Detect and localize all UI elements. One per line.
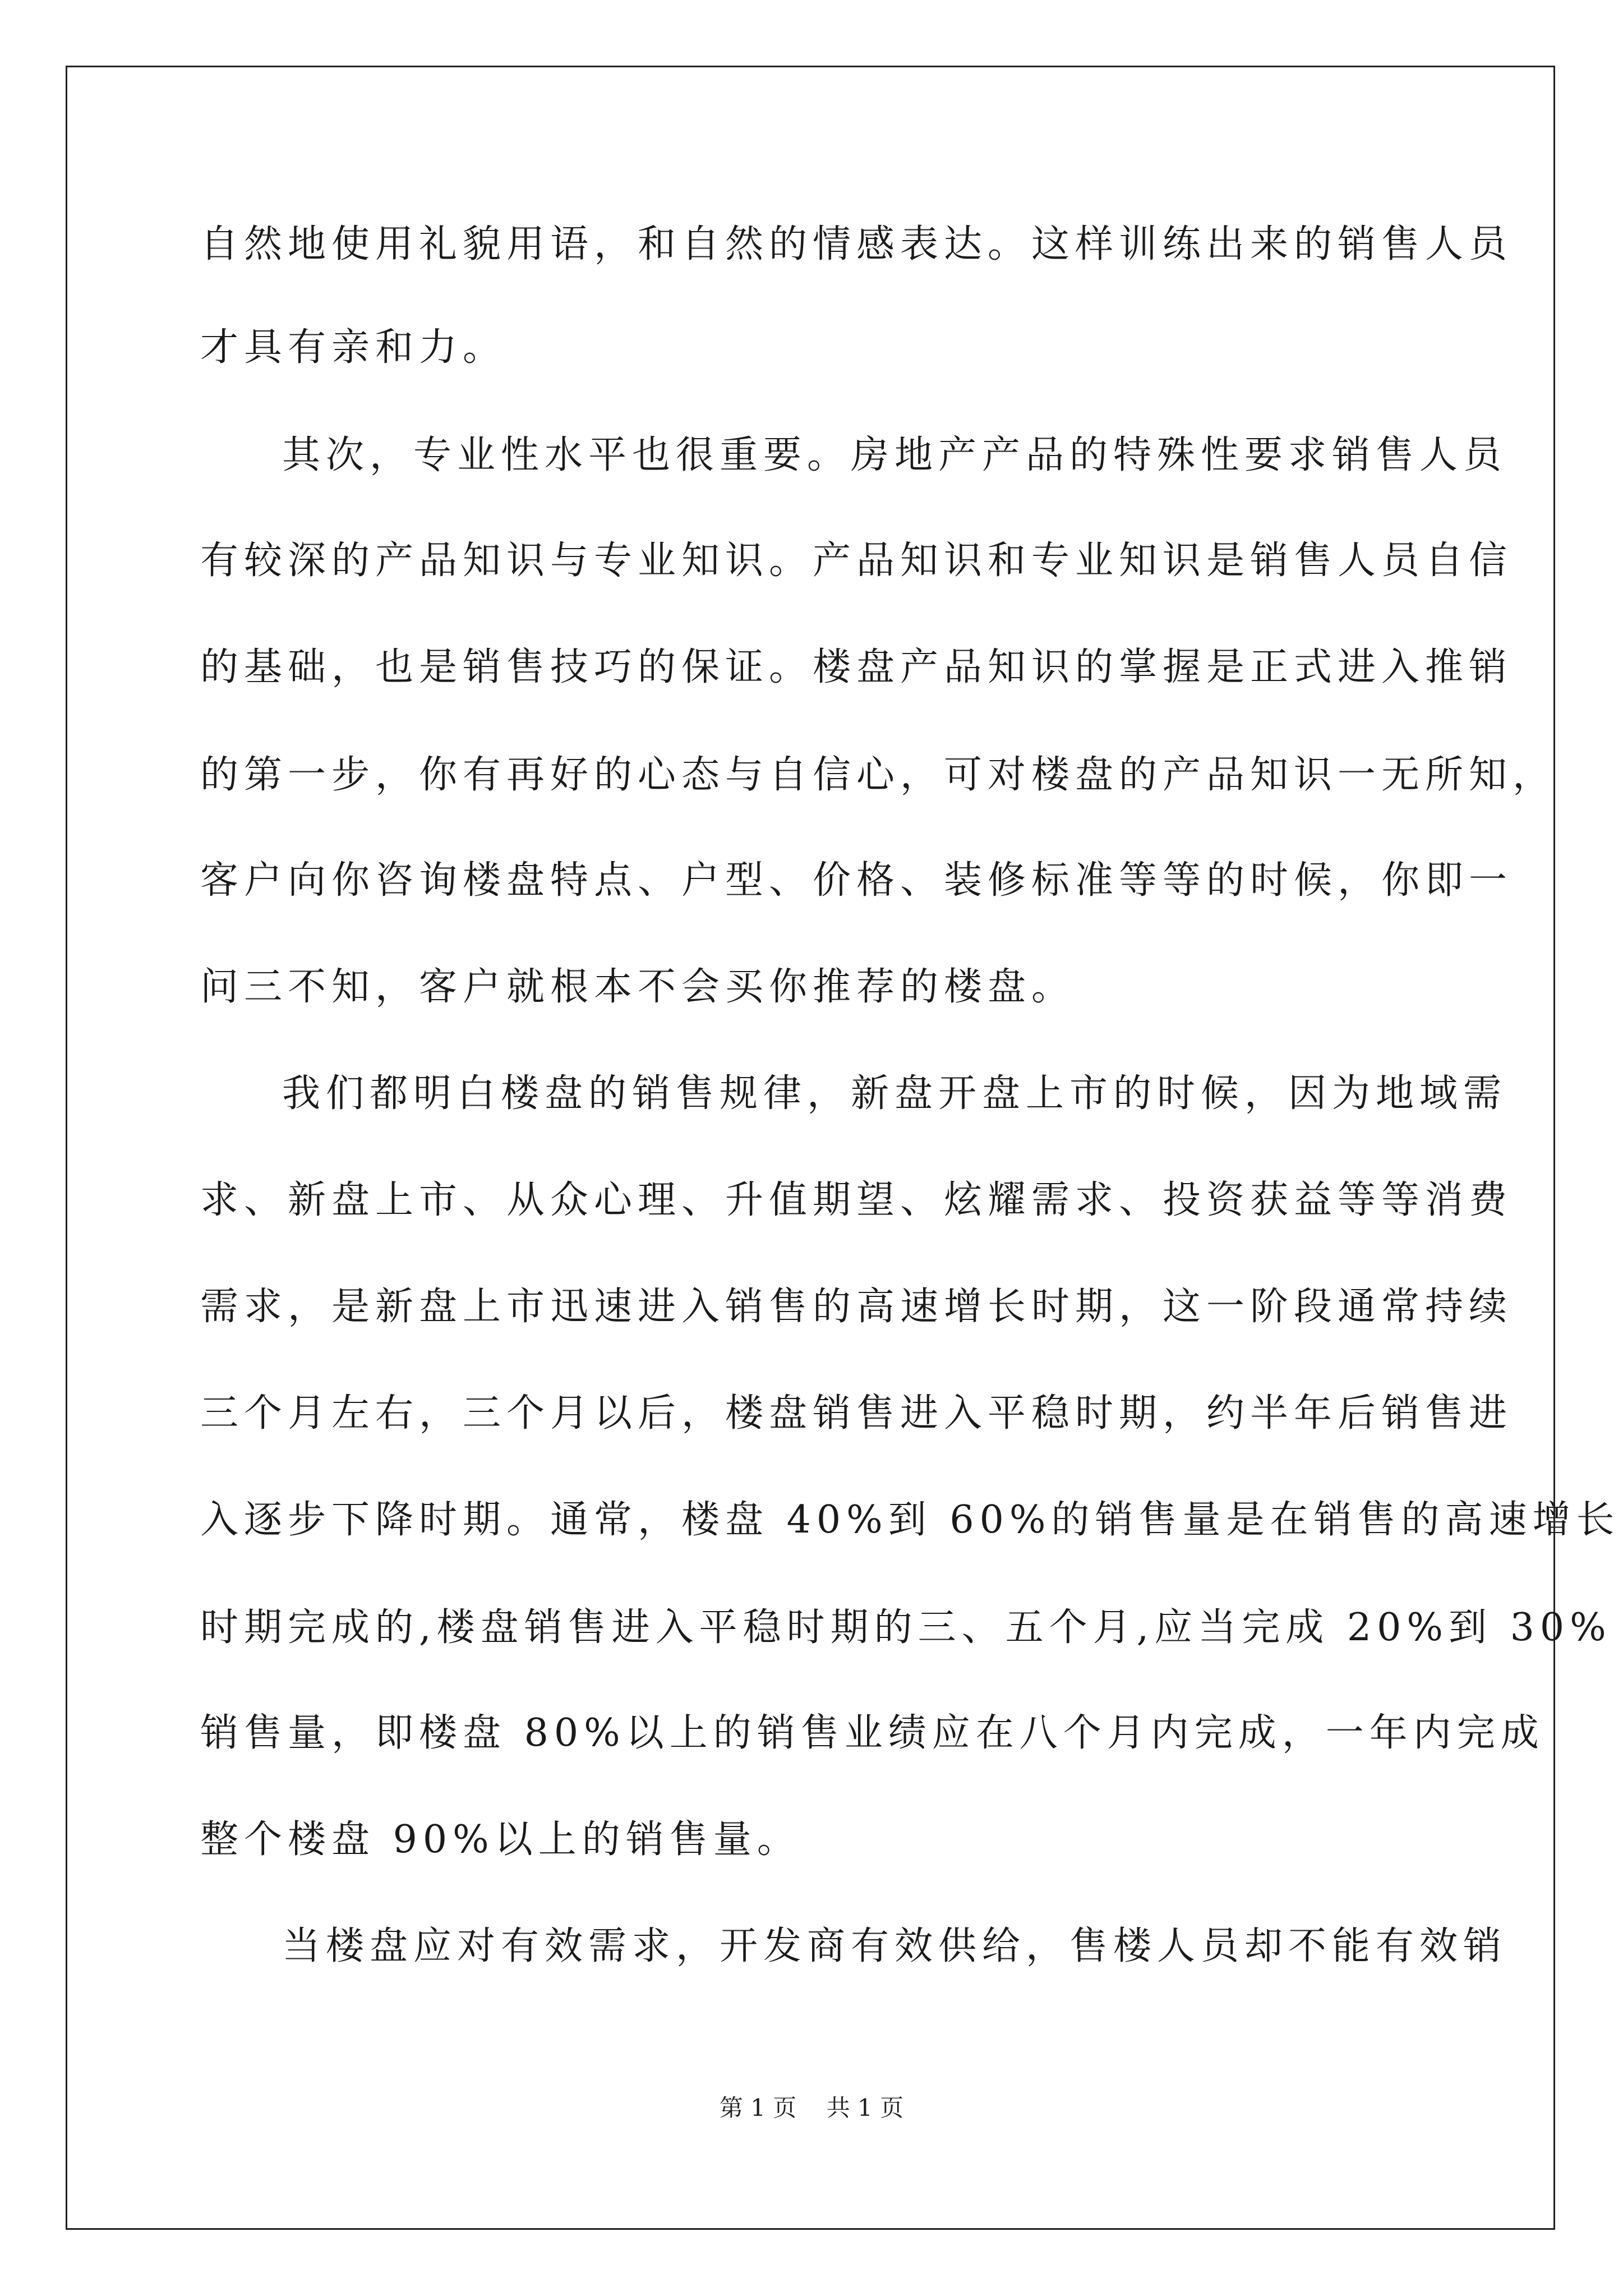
text-line: 的第一步，你有再好的心态与自信心，可对楼盘的产品知识一无所知， [200,753,1557,797]
text-line: 客户向你咨询楼盘特点、户型、价格、装修标准等等的时候，你即一 [200,858,1513,903]
paragraph-start-line: 当楼盘应对有效需求，开发商有效供给，售楼人员却不能有效销 [282,1924,1507,1968]
paragraph-start-line: 其次，专业性水平也很重要。房地产产品的特殊性要求销售人员 [282,433,1507,477]
text-line: 问三不知，客户就根本不会买你推荐的楼盘。 [200,965,1076,1009]
text-line: 时期完成的,楼盘销售进入平稳时期的三、五个月,应当完成 20%到 30% [200,1605,1612,1650]
text-line: 需求，是新盘上市迅速进入销售的高速增长时期，这一阶段通常持续 [200,1285,1513,1329]
text-line: 才具有亲和力。 [200,325,507,370]
text-line: 三个月左右，三个月以后，楼盘销售进入平稳时期，约半年后销售进 [200,1391,1513,1435]
text-line: 整个楼盘 90%以上的销售量。 [200,1818,801,1862]
text-line: 自然地使用礼貌用语，和自然的情感表达。这样训练出来的销售人员 [200,222,1513,266]
paragraph-start-line: 我们都明白楼盘的销售规律，新盘开盘上市的时候，因为地域需 [282,1071,1507,1116]
text-line: 销售量，即楼盘 80%以上的销售业绩应在八个月内完成，一年内完成 [200,1711,1544,1755]
page-border [66,66,1555,2230]
text-line: 的基础，也是销售技巧的保证。楼盘产品知识的掌握是正式进入推销 [200,645,1513,689]
text-line: 有较深的产品知识与专业知识。产品知识和专业知识是销售人员自信 [200,539,1513,583]
text-line: 求、新盘上市、从众心理、升值期望、炫耀需求、投资获益等等消费 [200,1178,1513,1222]
text-line: 入逐步下降时期。通常，楼盘 40%到 60%的销售量是在销售的高速增长 [200,1498,1620,1542]
page-footer: 第 1 页 共 1 页 [719,2094,904,2122]
